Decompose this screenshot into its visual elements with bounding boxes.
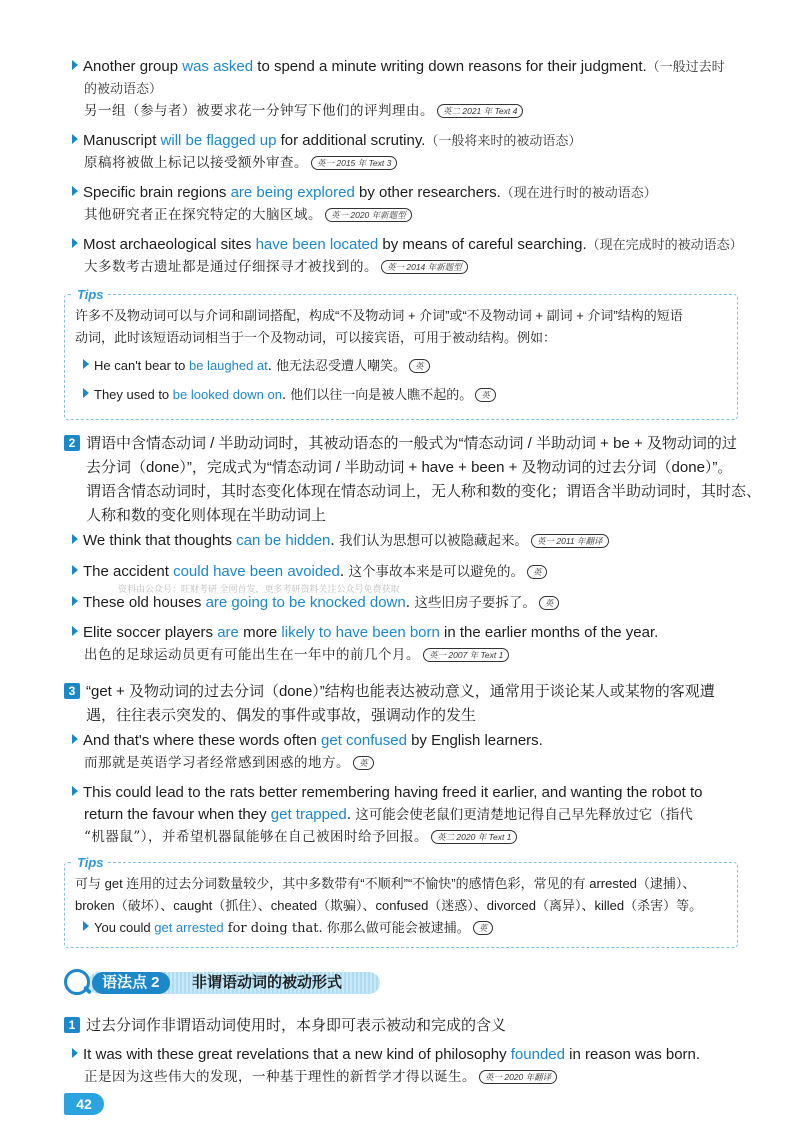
chinese-translation: 大多数考古遗址都是通过仔细探寻才被找到的。: [84, 259, 378, 275]
bullet-arrow-icon: [72, 534, 78, 544]
highlight-phrase: are being explored: [230, 184, 355, 201]
highlight-phrase: founded: [510, 1046, 565, 1063]
source-badge: 英一 2020 年新题型: [325, 208, 412, 222]
example-text: in reason was born.: [564, 1046, 701, 1063]
example-text: We think that thoughts: [83, 532, 237, 549]
tips-text: 动词，此时该短语动词相当于一个及物动词，可以接宾语，可用于被动结构。例如：: [75, 330, 557, 345]
section-title: 非谓语动词的被动形式: [192, 974, 343, 991]
chinese-translation: . 他无法忍受遭人嘲笑。: [267, 359, 407, 374]
chinese-translation: 而那就是英语学习者经常感到困惑的地方。: [84, 755, 350, 771]
bullet-arrow-icon: [72, 565, 78, 575]
highlight-phrase: have been located: [255, 236, 379, 253]
bullet-arrow-icon: [72, 734, 78, 744]
highlight-phrase: could have been avoided: [173, 563, 340, 580]
example-get-passive-1: [72, 730, 744, 774]
tips-text: 许多不及物动词可以与介词和副词搭配，构成“不及物动词 + 介词”或“不及物动词 + 副词 + 介词”结构的短语: [75, 308, 683, 323]
highlight-phrase: are: [217, 624, 239, 641]
example-text: The accident: [83, 563, 174, 580]
example-modal-perfect-passive: [72, 561, 744, 583]
source-badge: 英一 2007 年 Text 1: [423, 648, 509, 662]
highlight-phrase: get confused: [321, 732, 407, 749]
example-likely-passive: [72, 622, 744, 666]
example-text: by other researchers.: [354, 184, 501, 201]
source-badge: 英: [539, 596, 560, 610]
point-text: 谓语中含情态动词 / 半助动词时，其被动语态的一般式为“情态动词 / 半助动词 + be + 及物动词的过: [86, 435, 737, 452]
grammar-note: （现在进行时的被动语态）: [500, 185, 657, 200]
bullet-arrow-icon: [72, 626, 78, 636]
source-badge: 英一 2014 年新题型: [381, 260, 468, 274]
tips-label: Tips: [73, 287, 108, 302]
bullet-arrow-icon: [72, 1048, 78, 1058]
point-number: 3: [64, 683, 80, 699]
bullet-arrow-icon: [83, 359, 89, 369]
example-text: for additional scrutiny.: [276, 132, 426, 149]
point-text: 去分词（done）”，完成式为“情态动词 / 半助动词 + have + been + 及物动词的过去分词（done）”。: [86, 459, 733, 476]
point-number: 2: [64, 435, 80, 451]
section-label: 语法点 2: [92, 972, 170, 994]
highlight-phrase: likely to have been born: [281, 624, 440, 641]
example-text: Specific brain regions: [83, 184, 231, 201]
highlight-phrase: was asked: [182, 58, 254, 75]
chinese-translation: 正是因为这些伟大的发现，一种基于理性的新哲学才得以诞生。: [84, 1069, 476, 1085]
example-modal-passive: [72, 530, 744, 552]
source-badge: 英: [409, 359, 430, 373]
example-text: These old houses: [83, 594, 206, 611]
tips-box: [64, 287, 738, 420]
example-passive-perfect: [72, 234, 744, 278]
grammar-note: 的被动语态）: [84, 81, 163, 96]
grammar-point-b1: [64, 1014, 744, 1038]
source-badge: 英: [353, 756, 374, 770]
bullet-arrow-icon: [72, 238, 78, 248]
source-badge: 英一 2020 年翻译: [479, 1070, 557, 1084]
point-text: “get + 及物动词的过去分词（done）”结构也能表达被动意义，通常用于谈论某人或某物的客观遭: [86, 683, 715, 700]
source-badge: 英: [473, 921, 494, 935]
watermark-text: 资料由公众号：旺财考研 全网首发，更多考研资料关注公众号免费获取: [118, 584, 400, 594]
point-number: 1: [64, 1017, 80, 1033]
example-text: to spend a minute writing down reasons for their judgment.: [253, 58, 647, 75]
source-badge: 英一 2015 年 Text 3: [311, 156, 397, 170]
highlight-phrase: be laughed at: [188, 358, 268, 373]
example-text: Another group: [83, 58, 183, 75]
highlight-phrase: get arrested: [154, 920, 224, 935]
point-text: 过去分词作非谓语动词使用时，本身即可表示被动和完成的含义: [86, 1017, 507, 1034]
bullet-arrow-icon: [83, 921, 89, 931]
point-text: 人称和数的变化则体现在半助动词上: [86, 507, 327, 524]
example-text: You could: [94, 920, 155, 935]
example-participle-passive: [72, 1044, 744, 1088]
page-number: 42: [64, 1093, 104, 1115]
tips-box: [64, 855, 738, 948]
chinese-translation: 出色的足球运动员更有可能出生在一年中的前几个月。: [84, 647, 420, 663]
chinese-translation: . 他们以往一向是被人瞧不起的。: [281, 388, 473, 403]
bullet-arrow-icon: [83, 388, 89, 398]
example-get-passive-2: [72, 782, 744, 848]
tips-label: Tips: [73, 855, 108, 870]
example-text: It was with these great revelations that a new kind of philosophy: [83, 1046, 511, 1063]
example-semi-aux-passive: [72, 592, 744, 614]
example-text: They used to: [94, 387, 173, 402]
point-text: 谓语含情态动词时，其时态变化体现在情态动词上，无人称和数的变化；谓语含半助动词时，其时态、: [86, 483, 762, 500]
example-text: by English learners.: [406, 732, 543, 749]
example-text: by means of careful searching.: [378, 236, 587, 253]
bullet-arrow-icon: [72, 786, 78, 796]
bullet-arrow-icon: [72, 596, 78, 606]
example-passive-future: [72, 130, 744, 174]
example-text: Most archaeological sites: [83, 236, 256, 253]
bullet-arrow-icon: [72, 60, 78, 70]
highlight-phrase: can be hidden: [236, 532, 331, 549]
chinese-translation: for doing that. 你那么做可能会被逮捕。: [223, 921, 470, 936]
highlight-phrase: are going to be knocked down: [205, 594, 406, 611]
source-badge: 英: [475, 388, 496, 402]
source-badge: 英二 2020 年 Text 1: [431, 830, 517, 844]
chinese-translation: 其他研究者正在探究特定的大脑区域。: [84, 207, 322, 223]
grammar-note: （现在完成时的被动语态）: [586, 237, 743, 252]
example-text: in the earlier months of the year.: [439, 624, 659, 641]
grammar-note: （一般过去时: [646, 59, 725, 74]
chinese-translation: . 这个事故本来是可以避免的。: [339, 564, 524, 580]
tips-text: broken（破坏）、caught（抓住）、cheated（欺骗）、confused（迷惑）、divorced（离异）、killed（杀害）等。: [75, 898, 703, 913]
point-text: 遇，往往表示突发的、偶发的事件或事故，强调动作的发生: [86, 707, 477, 724]
chinese-translation: 原稿将被做上标记以接受额外审查。: [84, 155, 308, 171]
chinese-translation: . 这可能会使老鼠们更清楚地记得自己早先释放过它（指代: [346, 807, 693, 823]
bullet-arrow-icon: [72, 186, 78, 196]
section-header: [64, 969, 384, 997]
example-text: Elite soccer players: [83, 624, 218, 641]
example-text: Manuscript: [83, 132, 161, 149]
highlight-phrase: get trapped: [270, 806, 347, 823]
highlight-phrase: will be flagged up: [160, 132, 277, 149]
example-text: This could lead to the rats better remembering having freed it earlier, and wanting the robot to: [83, 784, 703, 801]
bullet-arrow-icon: [72, 134, 78, 144]
source-badge: 英一 2011 年翻译: [531, 534, 609, 548]
example-passive-past: [72, 56, 744, 122]
chinese-translation: 另一组（参与者）被要求花一分钟写下他们的评判理由。: [84, 103, 434, 119]
example-passive-progressive: [72, 182, 744, 226]
magnifier-icon: [64, 969, 90, 995]
example-text: He can't bear to: [94, 358, 189, 373]
grammar-point-2: [64, 432, 762, 528]
highlight-phrase: be looked down on: [172, 387, 282, 402]
chinese-translation: . 这些旧房子要拆了。: [405, 595, 536, 611]
example-text: more: [238, 624, 282, 641]
chinese-translation: . 我们认为思想可以被隐藏起来。: [330, 533, 528, 549]
chinese-translation: “机器鼠”），并希望机器鼠能够在自己被困时给予回报。: [84, 829, 429, 845]
grammar-point-3: [64, 680, 744, 728]
grammar-note: （一般将来时的被动语态）: [425, 133, 582, 148]
tips-text: 可与 get 连用的过去分词数量较少，其中多数带有“不顺利”“不愉快”的感情色彩，常见的有 arrested（逮捕）、: [75, 876, 696, 891]
source-badge: 英: [527, 565, 548, 579]
source-badge: 英二 2021 年 Text 4: [437, 104, 523, 118]
example-text: return the favour when they: [84, 806, 271, 823]
example-text: And that's where these words often: [83, 732, 322, 749]
